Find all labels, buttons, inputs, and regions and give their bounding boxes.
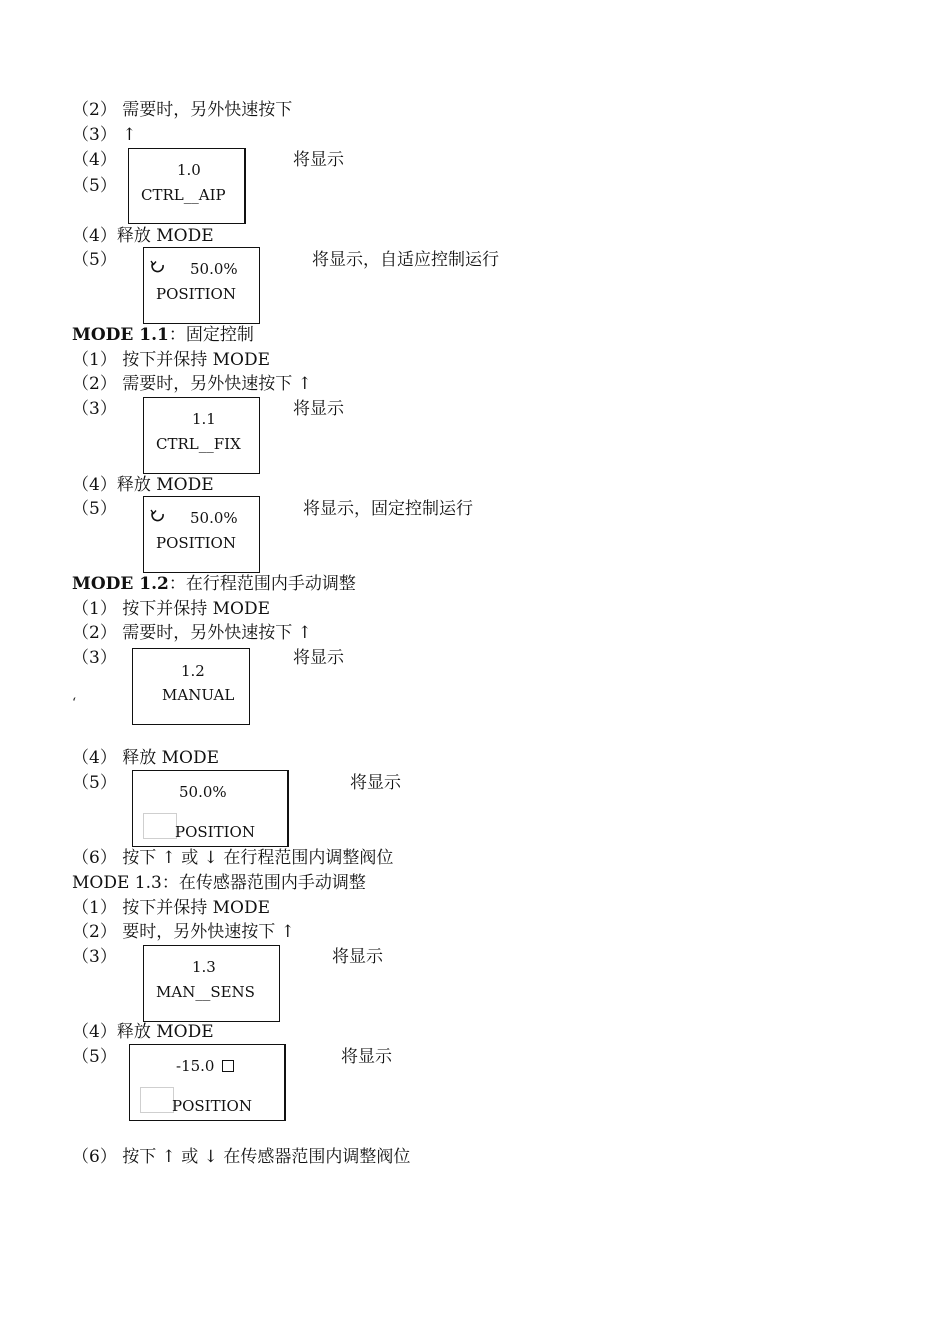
- step-6-text: （6） 按下 ↑ 或 ↓ 在行程范围内调整阀位: [72, 848, 394, 868]
- display-indicator-square: [140, 1087, 174, 1113]
- step-2-text: （2） 需要时，另外快速按下 ↑: [72, 374, 312, 394]
- display-code: 1.2: [181, 662, 205, 680]
- display-box-position-sensor: [129, 1044, 286, 1121]
- display-box-manual: [132, 648, 250, 725]
- section-heading-mode-1-3: MODE 1.3：在传感器范围内手动调整: [72, 873, 366, 893]
- step-5-text: （5）: [72, 499, 117, 519]
- step-1-text: （1） 按下并保持 MODE: [72, 599, 271, 619]
- step-2-text: （2） 要时，另外快速按下 ↑: [72, 922, 295, 942]
- will-display-adaptive-note: 将显示，自适应控制运行: [312, 250, 499, 270]
- display-box-ctrl-fix: [143, 397, 260, 474]
- will-display-note: 将显示: [293, 399, 344, 419]
- step-5-text: （5）: [72, 773, 117, 793]
- step-5-text: （5）: [72, 250, 117, 270]
- display-code: 1.3: [192, 958, 216, 976]
- display-label: POSITION: [156, 534, 236, 552]
- display-value: -15.0: [176, 1057, 215, 1075]
- step-2-text: （2） 需要时，另外快速按下: [72, 100, 293, 120]
- heading-mode-number: MODE 1.2: [72, 574, 169, 594]
- will-display-note: 将显示: [341, 1047, 392, 1067]
- display-value-wrap: [176, 1057, 234, 1075]
- display-label: CTRL__AIP: [141, 186, 226, 204]
- stray-mark: ‘: [72, 696, 77, 711]
- display-label: POSITION: [175, 823, 255, 841]
- step-4-release-text: （4）释放 MODE: [72, 475, 214, 495]
- heading-mode-title: ：固定控制: [168, 325, 254, 345]
- step-6-text: （6） 按下 ↑ 或 ↓ 在传感器范围内调整阀位: [72, 1147, 411, 1167]
- step-5-text: （5）: [72, 1047, 117, 1067]
- step-3-text: （3）: [72, 947, 117, 967]
- step-1-text: （1） 按下并保持 MODE: [72, 898, 271, 918]
- step-4-release-text: （4）释放 MODE: [72, 226, 214, 246]
- display-label: POSITION: [172, 1097, 252, 1115]
- section-heading-mode-1-1: [72, 325, 254, 345]
- display-value: 50.0%: [190, 260, 238, 278]
- rotate-icon: [150, 508, 166, 524]
- step-3-text: （3）: [72, 648, 117, 668]
- step-2-text: （2） 需要时，另外快速按下 ↑: [72, 623, 312, 643]
- display-indicator-square: [143, 813, 177, 839]
- display-box-position-manual: [132, 770, 289, 847]
- section-heading-mode-1-2: [72, 574, 356, 594]
- will-display-note: 将显示: [332, 947, 383, 967]
- display-code: 1.0: [177, 161, 201, 179]
- display-box-man-sens: [143, 945, 280, 1022]
- step-1-text: （1） 按下并保持 MODE: [72, 350, 271, 370]
- square-icon: [222, 1060, 234, 1072]
- display-label: MANUAL: [162, 686, 235, 704]
- will-display-note: 将显示: [293, 150, 344, 170]
- display-box-position-fixed: [143, 496, 260, 573]
- step-4-release-text: （4） 释放 MODE: [72, 748, 220, 768]
- display-label: POSITION: [156, 285, 236, 303]
- will-display-note: 将显示: [293, 648, 344, 668]
- rotate-icon: [150, 259, 166, 275]
- step-4-release-text: （4）释放 MODE: [72, 1022, 214, 1042]
- will-display-fixed-note: 将显示，固定控制运行: [303, 499, 473, 519]
- heading-mode-title: ：在行程范围内手动调整: [168, 574, 356, 594]
- heading-mode-number: MODE 1.1: [72, 325, 169, 345]
- display-value: 50.0%: [190, 509, 238, 527]
- display-box-ctrl-aip: [128, 148, 246, 224]
- display-label: MAN__SENS: [156, 983, 255, 1001]
- step-5-text: （5）: [72, 176, 117, 196]
- step-4-text: （4）: [72, 150, 117, 170]
- will-display-note: 将显示: [350, 773, 401, 793]
- display-label: CTRL__FIX: [156, 435, 241, 453]
- display-box-position-adaptive: [143, 247, 260, 324]
- display-value: 50.0%: [179, 783, 227, 801]
- display-code: 1.1: [192, 410, 216, 428]
- step-3-text: （3） ↑: [72, 125, 137, 145]
- step-3-text: （3）: [72, 399, 117, 419]
